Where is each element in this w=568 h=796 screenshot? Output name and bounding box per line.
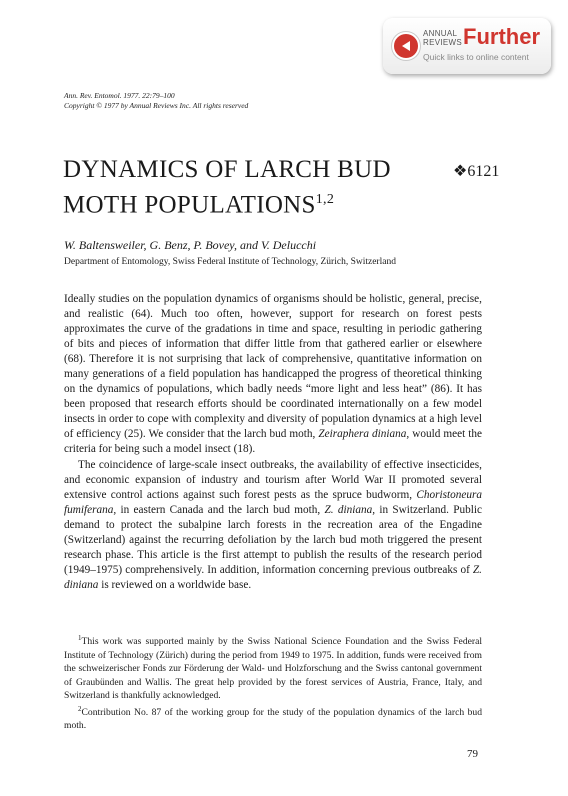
paragraph-text: is reviewed on a worldwide base. <box>98 578 252 591</box>
paragraph-text: in eastern Canada and the larch bud moth, <box>116 503 325 516</box>
species-name: Choristoneura fumiferana, <box>64 488 482 516</box>
title-line-2-text: MOTH POPULATIONS <box>63 191 316 219</box>
title-line-1: DYNAMICS OF LARCH BUD <box>63 156 391 183</box>
footnote-marker: 2 <box>78 704 82 713</box>
title-line-2 <box>63 185 391 220</box>
paragraph-text: The coincidence of large-scale insect outbreaks, the availability of effective insecticides, and economic expansion of industry and tourism after World War II promoted several extensive control actions against such forest pests as the spruce budworm, <box>64 458 482 501</box>
further-brand: Further <box>463 24 540 49</box>
title-footnote-marks[interactable]: 1,2 <box>315 192 335 207</box>
paragraph-text: Ideally studies on the population dynamics of organisms should be holistic, general, precise, and realistic (64). Much too often, however, support for research on forest pests approximates the curve of the gradations in time and space, resulting in periodic gathering of bits and pieces of information that differ little from that gathered earlier or elsewhere (68). Therefore it is not surprising that lack of comprehensive, quantitative information on many generations of a field population has handicapped the progress of theoretical thinking on the dynamics of populations, which badly needs “more light and less heat” (86). It has been proposed that research efforts should be coordinated internationally on a few model insects in order to cope with complexity and diversity of population dynamics at a high level of efficiency (25). We consider that the larch bud moth, <box>64 293 482 441</box>
footnote-text: Contribution No. 87 of the working group for the study of the population dynamics of the larch bud moth. <box>64 706 482 732</box>
quick-links-tagline[interactable]: Quick links to online content <box>423 52 529 62</box>
further-banner[interactable] <box>383 18 551 74</box>
page-number: 79 <box>467 748 478 760</box>
footnote-1 <box>64 632 482 703</box>
footnotes <box>64 632 482 733</box>
footnote-2 <box>64 703 482 733</box>
publisher-line-2: REVIEWS <box>423 38 462 47</box>
affiliation: Department of Entomology, Swiss Federal Institute of Technology, Zürich, Switzerland <box>64 257 396 267</box>
paragraph <box>64 458 482 593</box>
play-back-icon <box>392 32 420 60</box>
article-body <box>64 292 482 593</box>
article-title <box>63 155 391 220</box>
footnote-text: This work was supported mainly by the Swiss National Science Foundation and the Swiss Federal Institute of Technology (Zürich) during the period from 1949 to 1975. In addition, funds were received from the schweizerischer Fonds zur Förderung der Wald- und Holzforschung and the Swiss cantonal government of Graubünden and Wallis. The great help provided by the forest services of Austria, France, Italy, and Switzerland is thankfully acknowledged. <box>64 636 482 702</box>
author-list: W. Baltensweiler, G. Benz, P. Bovey, and V. Delucchi <box>64 238 317 252</box>
citation-line: Ann. Rev. Entomol. 1977. 22:79–100 <box>64 91 175 100</box>
paragraph-text: in Switzerland. Public demand to protect the subalpine larch forests in the recreation area of the Engadine (Switzerland) against the recurring defoliation by the larch bud moth triggered the present research phase. This article is the first attempt to publish the results of the research period (1949–1975) comprehensively. In addition, information concerning previous outbreaks of <box>64 503 482 576</box>
article-number: ❖6121 <box>453 163 500 180</box>
species-name: Zeiraphera diniana, <box>318 428 410 441</box>
copyright-line: Copyright © 1977 by Annual Reviews Inc. All rights reserved <box>64 101 249 110</box>
paragraph <box>64 292 482 458</box>
footnote-marker: 1 <box>78 634 82 642</box>
citation-block <box>64 91 248 111</box>
paragraph-text: would meet the criteria for being such a model insect (18). <box>64 428 482 456</box>
annual-reviews-wordmark <box>423 29 462 47</box>
publisher-line-1: ANNUAL <box>423 29 458 38</box>
species-name: Z. diniana, <box>324 503 376 516</box>
species-name: Z. diniana <box>64 563 482 591</box>
